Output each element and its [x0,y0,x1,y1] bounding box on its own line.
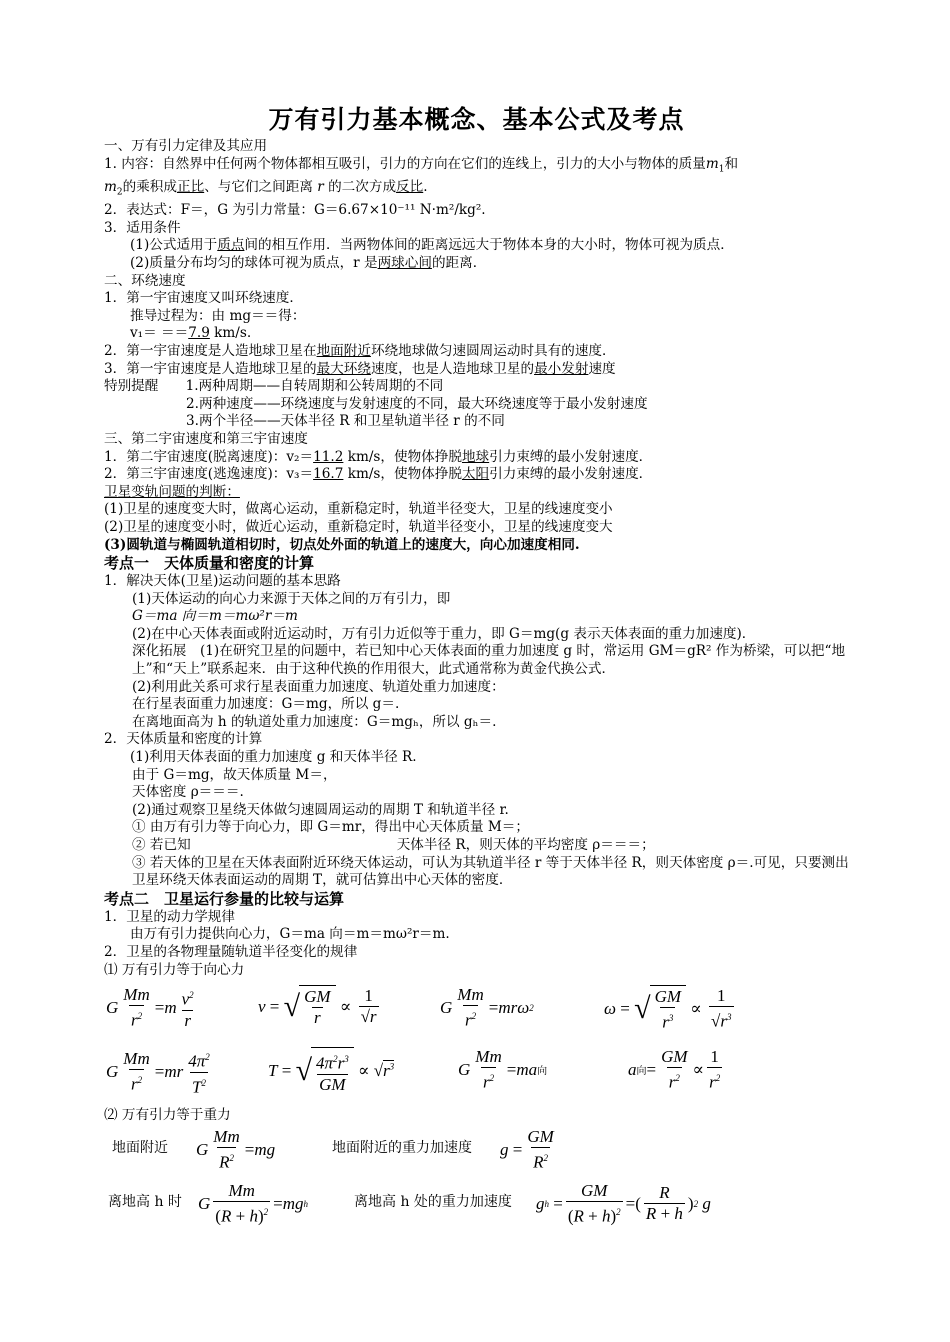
k1-line6: (2)利用此关系可求行星表面重力加速度、轨道处重力加速度： [132,678,505,695]
s1-line5: (1)公式适用于质点间的相互作用．当两物体间的距离远远大于物体本身的大小时，物体可视为质点． [130,237,734,254]
k1-line13: (2)通过观察卫星绕天体做匀速圆周运动的周期 T 和轨道半径 r. [132,801,509,818]
k1-line9: 2．天体质量和密度的计算 [104,731,263,748]
s3-line3: 卫星变轨问题的判断： [104,483,240,500]
tip-line2: 2.两种速度——环绕速度与发射速度的不同，最大环绕速度等于最小发射速度 [186,395,648,412]
s2-line2: 推导过程为：由 mg＝＝得： [130,307,306,324]
s2-line4: 2．第一宇宙速度是人造地球卫星在地面附近环绕地球做匀速圆周运动时具有的速度． [104,342,616,359]
label-height-h-g: 离地高 h 处的重力加速度 [354,1193,512,1210]
formula-height-h-g: g h = $\frac{GM}{(R + h)^2}$ =( $\frac{R}{R + h}$ ) 2 g [536,1180,711,1226]
formula-height-h: G $\frac{Mm}{(R + h)^2}$ = mg h [198,1180,308,1226]
formula-gravity-omega: G $\frac{Mm}{r^2}$ = mrω 2 [440,985,534,1030]
s2-line3: v₁＝ ＝＝7.9 km/s. [130,325,252,342]
k2-line3: 2．卫星的各物理量随轨道半径变化的规律 [104,943,358,960]
k2-line2: 由万有引力提供向心力，G＝ma 向＝m＝mω²r＝m. [130,926,450,943]
s2-line5: 3．第一宇宙速度是人造地球卫星的最大环绕速度，也是人造地球卫星的最小发射速度 [104,360,616,377]
k1-line16: ③ 若天体的卫星在天体表面附近环绕天体运动，可认为其轨道半径 r 等于天体半径 R，则天体密度 ρ＝.可见，只要测出卫星环绕天体表面运动的周期 T，就可估算出中心天体的密度． [132,854,849,889]
k1-line12: 天体密度 ρ＝＝＝. [132,784,244,801]
formula-near-surface: G $\frac{Mm}{R^2}$ = mg [196,1126,276,1172]
s3-line2: 2．第三宇宙速度(逃逸速度)：v₃＝16.7 km/s，使物体挣脱太阳引力束缚的最小发射速度． [104,466,653,483]
k1-line1: 1．解决天体(卫星)运动问题的基本思路 [104,573,341,590]
s3-line1: 1．第二宇宙速度(脱离速度)：v₂＝11.2 km/s，使物体挣脱地球引力束缚的最小发射速度． [104,448,653,465]
formula-gravity-period: G $\frac{Mm}{r^2}$ = mr $\frac{4\pi^2}{T^2}$ [106,1049,210,1097]
k1-line5: 深化拓展 (1)在研究卫星的问题中，若已知中心天体表面的重力加速度 g 时，常运用 GM＝gR² 作为桥梁，可以把“地上”和“天上”联系起来．由于这种代换的作用很大，此式通常称为黄金代换公式． [132,643,846,678]
k2-line5: ⑵ 万有引力等于重力 [104,1107,231,1124]
kaodian1-heading: 考点一 天体质量和密度的计算 [104,554,315,573]
k2-line4: ⑴ 万有引力等于向心力 [104,961,245,978]
formula-omega: ω = √ $\frac{GM}{r^3}$ ∝ $\frac{1}{√r^3}$ [604,986,732,1032]
section2-heading: 二、环绕速度 [104,272,186,289]
k1-line8: 在离地面高为 h 的轨道处重力加速度：G＝mgₕ，所以 gₕ＝. [132,713,497,730]
formula-gravity-acc: G $\frac{Mm}{r^2}$ = ma 向 [458,1047,548,1092]
k1-line11: 由于 G＝mg，故天体质量 M＝， [132,766,337,783]
formula-a: a 向 = $\frac{GM}{r^2}$ ∝ $\frac{1}{r^2}$ [628,1047,721,1092]
label-height-h: 离地高 h 时 [108,1193,182,1210]
kaodian2-heading: 考点二 卫星运行参量的比较与运算 [104,889,345,908]
s3-line5: (2)卫星的速度变小时，做近心运动，重新稳定时，轨道半径变小，卫星的线速度变大 [104,518,613,535]
k1-line15: ② 若已知 天体半径 R，则天体的平均密度 ρ＝＝＝； [132,837,655,853]
section1-heading: 一、万有引力定律及其应用 [104,138,268,154]
k1-line2: (1)天体运动的向心力来源于天体之间的万有引力，即 [132,590,451,607]
formula-row-3 [104,1125,849,1177]
formula-v: v = √ $\frac{GM}{r}$ ∝ $\frac{1}{√r}$ [258,986,377,1028]
s1-line3: 2．表达式：F＝，G 为引力常量：G＝6.67×10⁻¹¹ N·m²/kg². [104,202,486,219]
tip-line1: 特别提醒 1.两种周期——自转周期和公转周期的不同 [104,378,444,395]
page-title: 万有引力基本概念、基本公式及考点 [268,105,685,134]
s1-line4: 3．适用条件 [104,219,181,236]
s1-line6: (2)质量分布均匀的球体可视为质点，r 是两球心间的距离． [130,255,487,271]
k1-line10: (1)利用天体表面的重力加速度 g 和天体半径 R. [130,749,417,766]
k1-line3: G＝ma 向＝m＝mω²r＝m [132,608,298,625]
label-near-surface: 地面附近 [112,1139,168,1156]
formula-T: T = √ $\frac{4\pi^2r^3}{GM}$ ∝ √ $r^3$ [268,1047,394,1095]
tip-label: 特别提醒 [104,378,159,395]
section3-heading: 三、第二宇宙速度和第三宇宙速度 [104,430,308,447]
s3-line6: (3)圆轨道与椭圆轨道相切时，切点处外面的轨道上的速度大，向心加速度相同. [104,536,580,553]
s2-line1: 1．第一宇宙速度又叫环绕速度． [104,290,303,307]
formula-row-4 [104,1177,849,1229]
s3-line4: (1)卫星的速度变大时，做离心运动，重新稳定时，轨道半径变大，卫星的线速度变小 [104,501,613,518]
document-page [104,100,849,1229]
k1-line4: (2)在中心天体表面或附近运动时，万有引力近似等于重力，即 G＝mg(g 表示天体表面的重力加速度)． [132,625,756,642]
s1-line1: 1. 内容：自然界中任何两个物体都相互吸引，引力的方向在它们的连线上，引力的大小与物体的质量$m_1$和 [104,155,739,175]
k1-line7: 在行星表面重力加速度：G＝mg，所以 g＝. [132,696,400,713]
k1-line14: ① 由万有引力等于向心力，即 G＝mr，得出中心天体质量 M＝； [132,819,529,836]
formula-row-2 [104,1043,849,1107]
label-near-surface-g: 地面附近的重力加速度 [332,1139,472,1156]
s1-line2: $m_2$的乘积成正比、与它们之间距离 r 的二次方成反比. [104,178,428,198]
k2-line1: 1．卫星的动力学规律 [104,908,235,925]
formula-near-surface-g: g = $\frac{GM}{R^2}$ [500,1126,554,1172]
formula-row-1 [104,979,849,1043]
formula-gravity-velocity: G $\frac{Mm}{r^2}$ = m $\frac{v^2}{r}$ [106,985,194,1030]
tip-line3: 3.两个半径——天体半径 R 和卫星轨道半径 r 的不同 [186,413,505,430]
